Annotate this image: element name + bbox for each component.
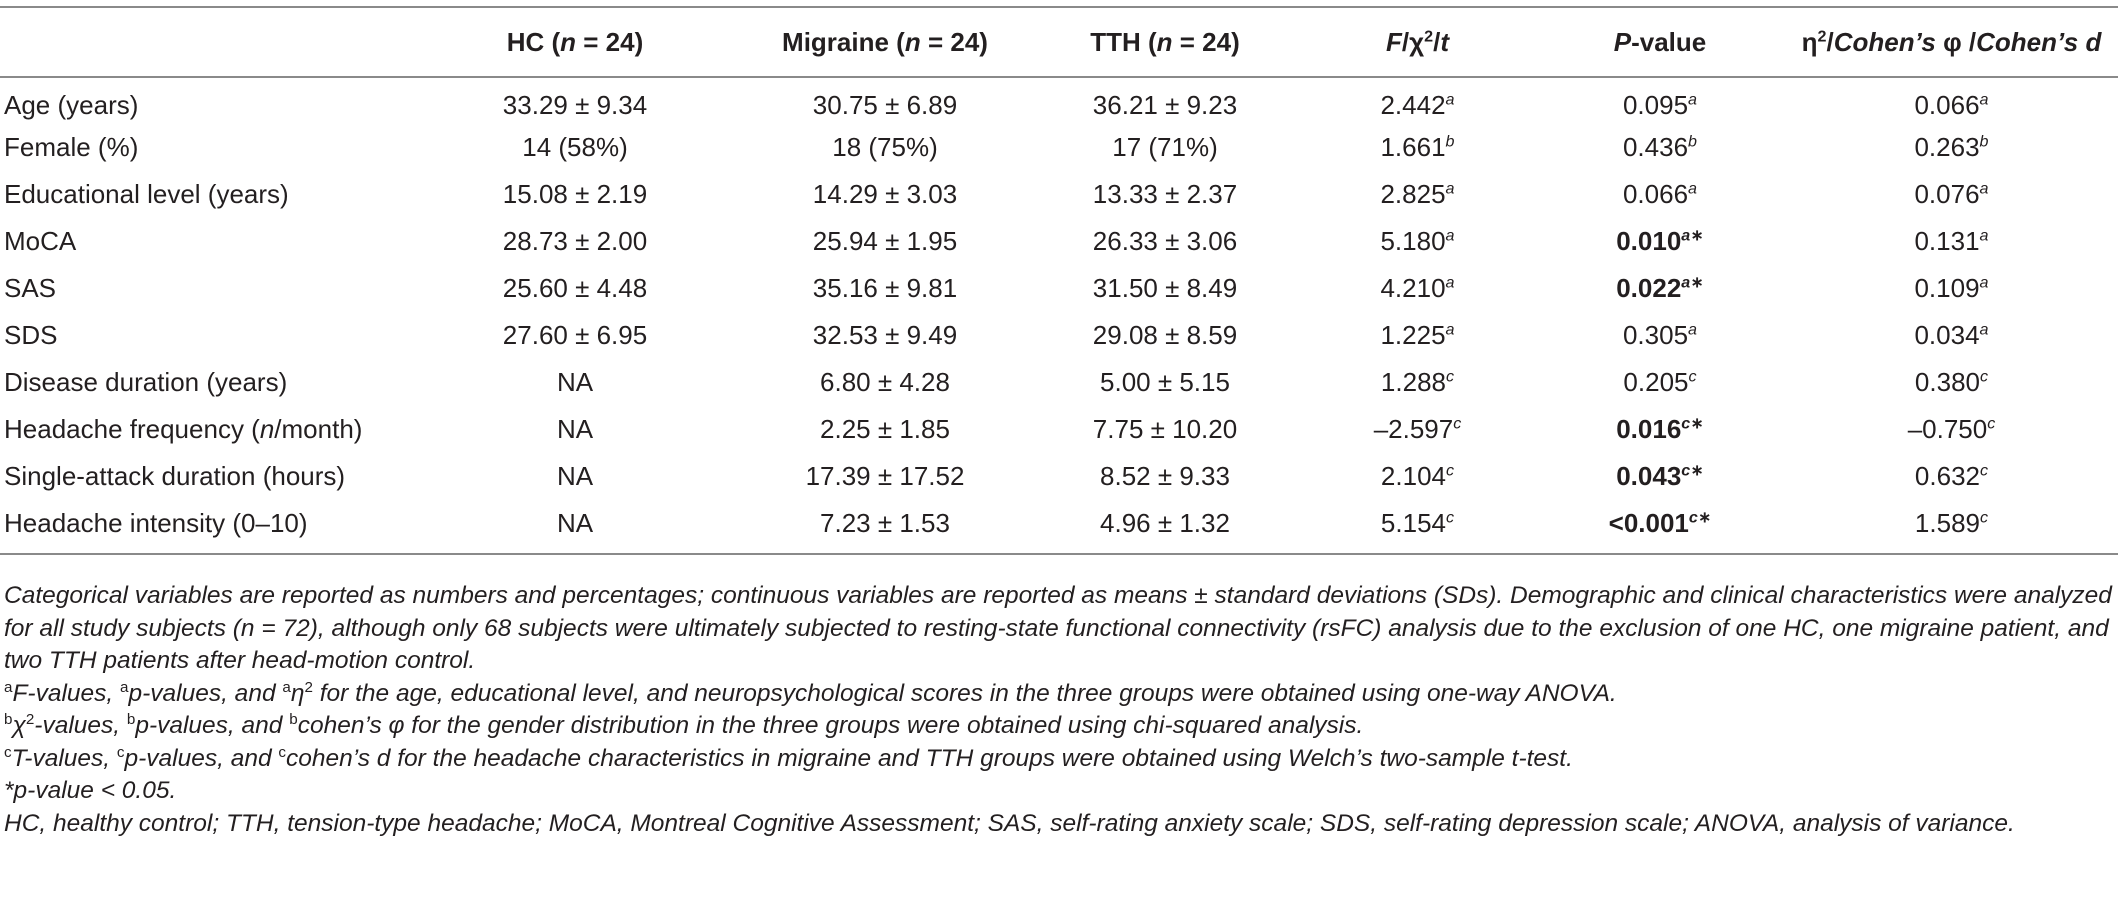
hc-cell: 15.08 ± 2.19 — [502, 179, 648, 209]
effect-size-cell: 0.263$^b$ — [1914, 132, 1989, 162]
table-row — [0, 453, 2118, 500]
effect-size-cell: 0.066$^a$ — [1914, 89, 1989, 120]
p-value-cell: $<0.001^{c∗}$ — [1608, 508, 1712, 538]
migraine-cell: 17.39 ± 17.52 — [805, 461, 965, 491]
p-value-cell: 0.305$^a$ — [1622, 320, 1698, 350]
statistic-cell: 2.104$^c$ — [1380, 461, 1455, 491]
hc-header: HC (n = 24) — [506, 26, 644, 57]
table-row — [0, 218, 2118, 265]
table-footnotes — [4, 580, 2114, 840]
p-value-header: P-value — [1613, 26, 1707, 57]
migraine-cell: 14.29 ± 3.03 — [812, 179, 958, 209]
migraine-header: Migraine (n = 24) — [782, 26, 988, 57]
table-row — [0, 124, 2118, 171]
statistic-cell: 5.180$^a$ — [1380, 226, 1455, 256]
tth-cell: 17 (71%) — [1112, 132, 1218, 162]
p-value-cell: $0.043^{c∗}$ — [1616, 461, 1704, 491]
hc-cell: NA — [556, 508, 594, 538]
migraine-cell: 2.25 ± 1.85 — [820, 414, 950, 444]
tth-cell: 8.52 ± 9.33 — [1100, 461, 1230, 491]
row-label: MoCA — [4, 226, 77, 256]
statistic-cell: 1.225$^a$ — [1380, 320, 1455, 350]
statistic-cell: 2.442$^a$ — [1380, 89, 1455, 120]
migraine-cell: 7.23 ± 1.53 — [820, 508, 950, 538]
statistic-cell: 4.210$^a$ — [1380, 273, 1455, 303]
footnote: Categorical variables are reported as numbers and percentages; continuous variables are reported as means ± standard deviations (SDs). Demographic and clinical characteristics were analyzed for all study subjects (n = 72), although only 68 subjects were ultimately subjected to resting-state functional connectivity (rsFC) analysis due to the exclusion of one HC, one migraine patient, and two TTH patients after head-motion control. — [4, 582, 2112, 674]
footnote: $^a$F-values, $^a$p-values, and $^a\eta^2$ for the age, educational level, and neuropsychological scores in the three groups were obtained using one-way ANOVA. — [4, 678, 1617, 707]
hc-cell: NA — [556, 461, 594, 491]
table-row — [0, 500, 2118, 554]
row-label: SDS — [4, 320, 58, 350]
hc-cell: 33.29 ± 9.34 — [502, 89, 648, 120]
variable-header — [0, 7, 410, 77]
footnote: $^b\chi^2$-values, $^b$p-values, and $^b$cohen’s φ for the gender distribution in the three groups were obtained using chi-squared analysis. — [4, 710, 1364, 739]
row-label: Headache frequency (n/month) — [4, 414, 363, 444]
p-value-cell: $0.016^{c∗}$ — [1616, 414, 1704, 444]
demographics-table — [0, 6, 2118, 555]
statistic-cell: 2.825$^a$ — [1380, 179, 1455, 209]
effect-size-header: $\eta^2/Cohen’s$ φ /Cohen’s d — [1801, 26, 2102, 57]
effect-size-cell: 0.131$^a$ — [1914, 226, 1989, 256]
row-label: Single-attack duration (hours) — [4, 461, 346, 491]
header-row — [0, 7, 2118, 77]
row-label: SAS — [4, 273, 57, 303]
statistic-header: $F/\chi^2/t$ — [1386, 26, 1449, 57]
hc-cell: 14 (58%) — [522, 132, 628, 162]
table-row — [0, 265, 2118, 312]
migraine-cell: 6.80 ± 4.28 — [820, 367, 950, 397]
table-row — [0, 312, 2118, 359]
tth-cell: 13.33 ± 2.37 — [1092, 179, 1238, 209]
p-value-cell: 0.436$^b$ — [1622, 132, 1698, 162]
p-value-cell: 0.205$^c$ — [1623, 367, 1697, 397]
p-value-cell: 0.095$^a$ — [1622, 89, 1698, 120]
migraine-cell: 30.75 ± 6.89 — [812, 89, 958, 120]
hc-cell: 28.73 ± 2.00 — [502, 226, 648, 256]
hc-cell: NA — [556, 414, 594, 444]
row-label: Age (years) — [4, 89, 139, 120]
table-body — [0, 77, 2118, 554]
tth-cell: 26.33 ± 3.06 — [1092, 226, 1238, 256]
table-row — [0, 406, 2118, 453]
table-row — [0, 77, 2118, 124]
migraine-cell: 35.16 ± 9.81 — [812, 273, 958, 303]
statistic-cell: 5.154$^c$ — [1380, 508, 1455, 538]
footnote: HC, healthy control; TTH, tension-type headache; MoCA, Montreal Cognitive Assessment; SAS, self-rating anxiety scale; SDS, self-rating depression scale; ANOVA, analysis of variance. — [4, 809, 2015, 837]
tth-header: TTH (n = 24) — [1090, 26, 1240, 57]
p-value-cell: 0.066$^a$ — [1622, 179, 1698, 209]
hc-cell: 27.60 ± 6.95 — [502, 320, 648, 350]
tth-cell: 29.08 ± 8.59 — [1092, 320, 1238, 350]
tth-cell: 5.00 ± 5.15 — [1100, 367, 1230, 397]
p-value-cell: $0.010^{a∗}$ — [1616, 226, 1704, 256]
migraine-cell: 25.94 ± 1.95 — [812, 226, 958, 256]
hc-cell: NA — [556, 367, 594, 397]
footnote: *p-value < 0.05. — [4, 777, 177, 804]
effect-size-cell: 0.076$^a$ — [1914, 179, 1989, 209]
table-row — [0, 359, 2118, 406]
hc-cell: 25.60 ± 4.48 — [502, 273, 648, 303]
statistic-cell: –2.597$^c$ — [1373, 414, 1462, 444]
tth-cell: 7.75 ± 10.20 — [1092, 414, 1238, 444]
row-label: Educational level (years) — [4, 179, 289, 209]
migraine-cell: 18 (75%) — [832, 132, 938, 162]
effect-size-cell: 0.380$^c$ — [1914, 367, 1989, 397]
row-label: Female (%) — [4, 132, 139, 162]
effect-size-cell: 0.109$^a$ — [1914, 273, 1989, 303]
tth-cell: 31.50 ± 8.49 — [1092, 273, 1238, 303]
table-row — [0, 171, 2118, 218]
migraine-cell: 32.53 ± 9.49 — [812, 320, 958, 350]
effect-size-cell: 1.589$^c$ — [1914, 508, 1989, 538]
footnote: $^c$T-values, $^c$p-values, and $^c$cohen’s d for the headache characteristics in migraine and TTH groups were obtained using Welch’s two-sample t-test. — [4, 743, 1573, 772]
statistic-cell: 1.661$^b$ — [1380, 132, 1455, 162]
row-label: Disease duration (years) — [4, 367, 288, 397]
row-label: Headache intensity (0–10) — [4, 508, 308, 538]
p-value-cell: $0.022^{a∗}$ — [1616, 273, 1704, 303]
effect-size-cell: 0.632$^c$ — [1914, 461, 1989, 491]
effect-size-cell: 0.034$^a$ — [1914, 320, 1989, 350]
effect-size-cell: –0.750$^c$ — [1907, 414, 1996, 444]
tth-cell: 4.96 ± 1.32 — [1100, 508, 1230, 538]
statistic-cell: 1.288$^c$ — [1380, 367, 1455, 397]
tth-cell: 36.21 ± 9.23 — [1092, 89, 1238, 120]
